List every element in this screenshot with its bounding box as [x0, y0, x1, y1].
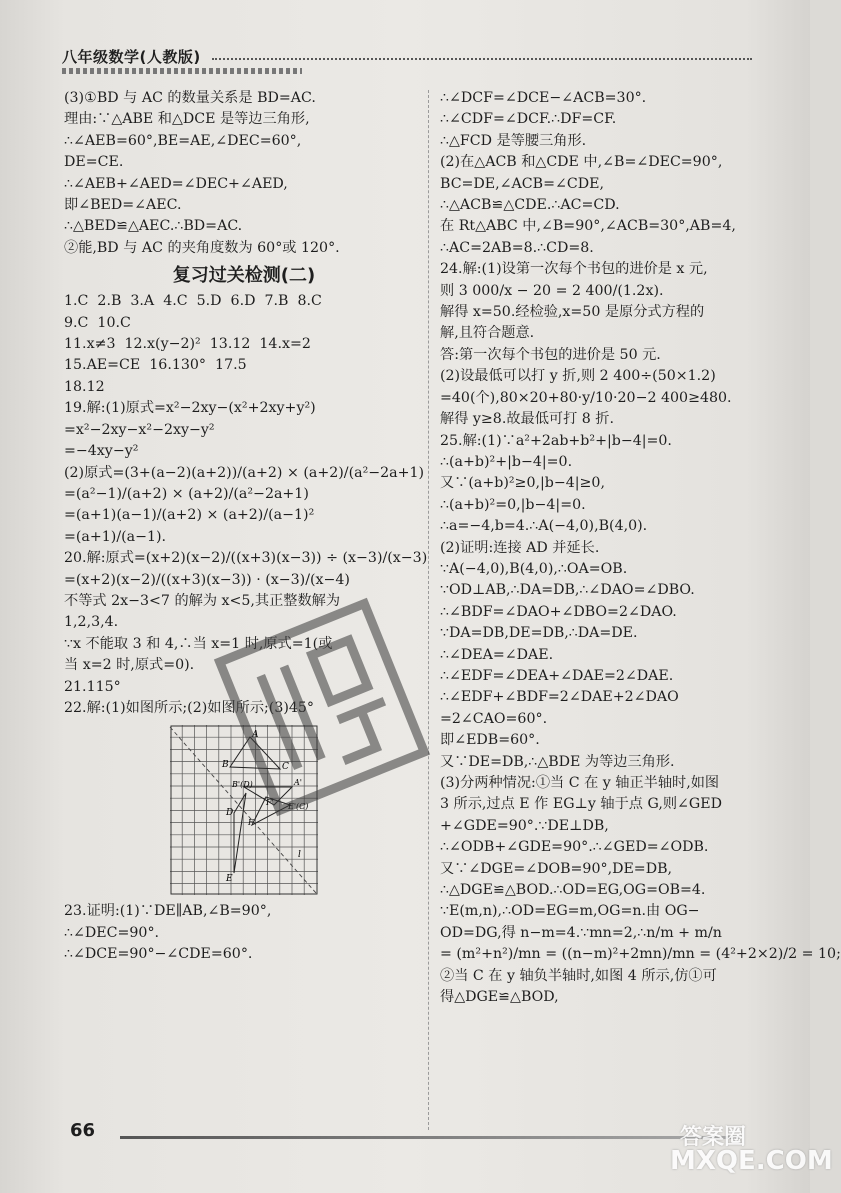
answer-line: ∵x 不能取 3 和 4,∴当 x=1 时,原式=1(或 [64, 635, 333, 652]
answer-line: 解得 x=50.经检验,x=50 是原分式方程的 [440, 304, 705, 321]
answer-line: 则 3 000/x − 20 = 2 400/(1.2x). [440, 282, 664, 299]
answer-line: ∴△ACB≌△CDE.∴AC=CD. [440, 197, 620, 214]
answer-line: =(a²−1)/(a+2) × (a+2)/(a²−2a+1) [64, 485, 309, 502]
answer-line: =(a+1)/(a−1). [64, 528, 167, 545]
answer-line: 理由:∵△ABE 和△DCE 是等边三角形, [64, 111, 310, 128]
fig-label: E'(C) [288, 802, 309, 812]
answer-block-right [440, 88, 841, 1008]
answer-line: ∴∠EDF=∠DEA+∠DAE=2∠DAE. [440, 667, 674, 684]
fig-label: F' [266, 798, 274, 808]
fig-label: C [282, 762, 289, 773]
answer-line: ∵OD⊥AB,∴DA=DB,∴∠DAO=∠DBO. [440, 582, 695, 599]
answer-line: 即∠EDB=60°. [440, 732, 540, 749]
fig-label: B'(D) [232, 780, 253, 790]
answer-line: ∴∠CDF=∠DCF.∴DF=CF. [440, 111, 617, 128]
answer-block-bottom [64, 901, 424, 965]
answer-line: 即∠BED=∠AEC. [64, 197, 182, 214]
answer-line: ∴∠AEB+∠AED=∠DEC+∠AED, [64, 175, 288, 192]
answer-line: =−4xy−y² [64, 443, 139, 460]
answer-line: 又∵∠DGE=∠DOB=90°,DE=DB, [440, 860, 673, 877]
answer-line: OD=DG,得 n−m=4.∵mn=2,∴n/m + m/n [440, 924, 722, 941]
fig-label: l [298, 850, 301, 861]
answer-line: =2∠CAO=60°. [440, 710, 548, 727]
approval-stamp [222, 605, 422, 810]
fig-label: A' [294, 778, 302, 788]
answer-line: 答:第一次每个书包的进价是 50 元. [440, 346, 661, 363]
answer-line: 在 Rt△ABC 中,∠B=90°,∠ACB=30°,AB=4, [440, 218, 736, 235]
answer-line: 当 x=2 时,原式=0). [64, 657, 195, 674]
answer-line: (3)分两种情况:①当 C 在 y 轴正半轴时,如图 [440, 775, 720, 791]
answer-line: ∵DA=DB,DE=DB,∴DA=DE. [440, 625, 638, 642]
answer-line: ∴∠AEB=60°,BE=AE,∠DEC=60°, [64, 132, 302, 149]
header-title: 八年级数学(人教版) [62, 48, 201, 66]
answer-line: BC=DE,∠ACB=∠CDE, [440, 175, 604, 192]
answer-block-top [64, 88, 424, 259]
fig-label: B [222, 760, 229, 771]
page-number: 66 [70, 1120, 96, 1141]
answer-line: 19.解:(1)原式=x²−2xy−(x²+2xy+y²) [64, 400, 316, 417]
answer-line: =(a+1)(a−1)/(a+2) × (a+2)/(a−1)² [64, 507, 315, 524]
answer-line: =(x+2)(x−2)/((x+3)(x−3)) · (x−3)/(x−4) [64, 571, 350, 588]
answer-line: +∠GDE=90°.∵DE⊥DB, [440, 817, 609, 834]
answer-line: 20.解:原式=(x+2)(x−2)/((x+3)(x−3)) ÷ (x−3)/(x−3) [64, 550, 428, 567]
answer-line: ∴△FCD 是等腰三角形. [440, 132, 587, 149]
answer-line: 22.解:(1)如图所示;(2)如图所示;(3)45° [64, 699, 315, 716]
answer-line: 9.C 10.C [64, 314, 131, 331]
answer-line: ∴a=−4,b=4.∴A(−4,0),B(4,0). [440, 518, 648, 535]
answer-line: 3 所示,过点 E 作 EG⊥y 轴于点 G,则∠GED [440, 796, 722, 813]
answer-line: 24.解:(1)设第一次每个书包的进价是 x 元, [440, 261, 708, 278]
answer-line: DE=CE. [64, 154, 124, 171]
answer-line: (3)①BD 与 AC 的数量关系是 BD=AC. [64, 90, 316, 106]
answer-line: ∵E(m,n),∴OD=EG=m,OG=n.由 OG− [440, 903, 700, 920]
answer-line: 解得 y≥8.故最低可打 8 折. [440, 411, 615, 428]
answer-line: 解,且符合题意. [440, 325, 535, 342]
answer-line: (2)原式=(3+(a−2)(a+2))/(a+2) × (a+2)/(a²−2a+1) [64, 464, 425, 481]
answer-line: ②能,BD 与 AC 的夹角度数为 60°或 120°. [64, 239, 340, 256]
answer-line: 又∵DE=DB,∴△BDE 为等边三角形. [440, 753, 675, 770]
answer-line: ∴△DGE≌△BOD.∴OD=EG,OG=OB=4. [440, 882, 706, 899]
answer-line: ∴∠DEC=90°. [64, 924, 160, 941]
watermark-logo-text: 答案圈 [680, 1125, 747, 1150]
answer-line: 25.解:(1)∵a²+2ab+b²+|b−4|=0. [440, 432, 672, 449]
fig-label: E [226, 874, 233, 885]
answer-line: 又∵(a+b)²≥0,|b−4|≥0, [440, 475, 605, 492]
answer-line: (2)证明:连接 AD 并延长. [440, 539, 600, 556]
column-divider [428, 90, 429, 1130]
answer-line: ∴AC=2AB=8.∴CD=8. [440, 239, 594, 256]
answer-line: =40(个),80×20+80·y/10·20−2 400≥480. [440, 389, 732, 406]
right-column [440, 88, 841, 1008]
answer-line: (2)设最低可以打 y 折,则 2 400÷(50×1.2) [440, 368, 716, 385]
answer-line: 18.12 [64, 378, 105, 395]
answer-line: (2)在△ACB 和△CDE 中,∠B=∠DEC=90°, [440, 154, 723, 171]
answer-line: 23.证明:(1)∵DE∥AB,∠B=90°, [64, 903, 272, 920]
answer-line: ∵A(−4,0),B(4,0),∴OA=OB. [440, 560, 628, 577]
answer-line: ∴∠DCE=90°−∠CDE=60°. [64, 946, 253, 963]
fig-label: D [226, 808, 234, 819]
answer-line: 15.AE=CE 16.130° 17.5 [64, 357, 247, 374]
answer-line: ∴∠DEA=∠DAE. [440, 646, 554, 663]
answer-line: ∴(a+b)²+|b−4|=0. [440, 453, 573, 470]
answer-line: ②当 C 在 y 轴负半轴时,如图 4 所示,仿①可 [440, 967, 717, 984]
header-dotted-rule [212, 58, 752, 60]
answer-line: 1,2,3,4. [64, 614, 119, 631]
answer-line: 不等式 2x−3<7 的解为 x<5,其正整数解为 [64, 592, 341, 609]
answer-line: ∴∠ODB+∠GDE=90°.∴∠GED=∠ODB. [440, 839, 709, 856]
answer-line: ∴(a+b)²=0,|b−4|=0. [440, 496, 586, 513]
fig-label: A [252, 730, 259, 741]
answer-line: = (m²+n²)/mn = ((n−m)²+2mn)/mn = (4²+2×2)/2 = 10; [440, 946, 841, 963]
section-title: 复习过关检测(二) [172, 265, 316, 287]
footer-rule [120, 1136, 740, 1139]
answer-line: ∴∠DCF=∠DCE−∠ACB=30°. [440, 90, 647, 106]
answer-line: =x²−2xy−x²−2xy−y² [64, 421, 215, 438]
answer-line: 21.115° [64, 678, 121, 695]
answer-line: 得△DGE≌△BOD, [440, 989, 559, 1006]
watermark-url: MXQE.COM [670, 1146, 833, 1176]
answer-line: ∴△BED≌△AEC.∴BD=AC. [64, 218, 243, 235]
header-decorative-bar [62, 68, 302, 74]
answer-line: ∴∠EDF+∠BDF=2∠DAE+2∠DAO [440, 689, 679, 706]
answer-line: 1.C 2.B 3.A 4.C 5.D 6.D 7.B 8.C [64, 293, 322, 310]
answer-line: ∴∠BDF=∠DAO+∠DBO=2∠DAO. [440, 603, 677, 620]
left-column [64, 88, 428, 966]
answer-line: 11.x≠3 12.x(y−2)² 13.12 14.x=2 [64, 336, 311, 353]
page-header [62, 46, 762, 82]
fig-label: F [248, 818, 254, 828]
